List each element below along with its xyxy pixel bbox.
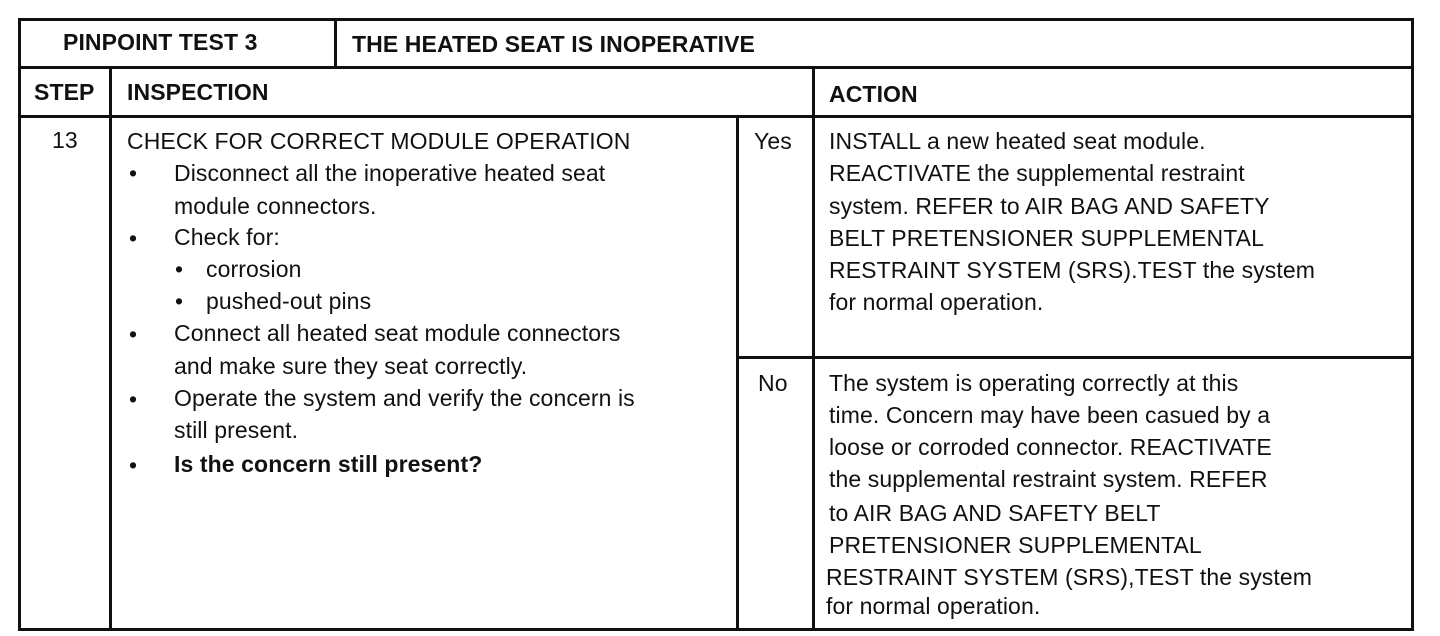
action-no-line: RESTRAINT SYSTEM (SRS),TEST the system [826, 564, 1313, 590]
inspection-bullet: • [129, 225, 138, 251]
action-no-line: loose or corroded connector. REACTIVATE [829, 434, 1272, 460]
inspection-item-text: Disconnect all the inoperative heated seat [174, 160, 606, 186]
inspection-bullet: • [129, 321, 138, 347]
inspection-subbullet: • [175, 288, 184, 314]
answer-yes-label: Yes [754, 128, 792, 154]
answer-column-rule [736, 115, 739, 631]
action-no-line: time. Concern may have been casued by a [829, 402, 1271, 428]
answer-no-label: No [758, 370, 788, 396]
inspection-item-text: Check for: [174, 224, 280, 250]
inspection-question: Is the concern still present? [174, 451, 483, 477]
test-title: THE HEATED SEAT IS INOPERATIVE [352, 31, 755, 57]
header-divider-rule [334, 18, 337, 68]
action-yes-line: RESTRAINT SYSTEM (SRS).TEST the system [829, 257, 1316, 283]
action-no-line: for normal operation. [826, 593, 1041, 619]
test-label: PINPOINT TEST 3 [63, 29, 258, 55]
action-no-line: the supplemental restraint system. REFER [829, 466, 1268, 492]
inspection-item-text: Operate the system and verify the concern is [174, 385, 635, 411]
action-yes-line: system. REFER to AIR BAG AND SAFETY [829, 193, 1270, 219]
inspection-item-text: and make sure they seat correctly. [174, 353, 528, 379]
action-yes-line: for normal operation. [829, 289, 1044, 315]
action-no-line: The system is operating correctly at this [829, 370, 1239, 396]
inspection-item-text: module connectors. [174, 193, 377, 219]
inspection-subbullet: • [175, 256, 184, 282]
column-header-bottom-rule [18, 115, 1414, 118]
inspection-item-text: Connect all heated seat module connectors [174, 320, 621, 346]
action-yes-line: BELT PRETENSIONER SUPPLEMENTAL [829, 225, 1265, 251]
column-header-inspection: INSPECTION [127, 79, 269, 105]
inspection-title: CHECK FOR CORRECT MODULE OPERATION [127, 128, 631, 154]
action-yes-line: REACTIVATE the supplemental restraint [829, 160, 1245, 186]
action-no-line: to AIR BAG AND SAFETY BELT [829, 500, 1161, 526]
inspection-bullet: • [129, 160, 138, 186]
action-column-rule [812, 66, 815, 631]
step-number: 13 [52, 127, 78, 153]
yes-no-divider-rule [736, 356, 1414, 359]
inspection-bullet: • [129, 452, 138, 478]
inspection-subitem-text: corrosion [206, 256, 302, 282]
column-header-action: ACTION [829, 81, 918, 107]
action-no-line: PRETENSIONER SUPPLEMENTAL [829, 532, 1202, 558]
column-header-step: STEP [34, 79, 95, 105]
inspection-bullet: • [129, 386, 138, 412]
inspection-subitem-text: pushed-out pins [206, 288, 372, 314]
header-bottom-rule [18, 66, 1414, 69]
action-yes-line: INSTALL a new heated seat module. [829, 128, 1206, 154]
inspection-item-text: still present. [174, 417, 299, 443]
step-column-rule [109, 66, 112, 631]
